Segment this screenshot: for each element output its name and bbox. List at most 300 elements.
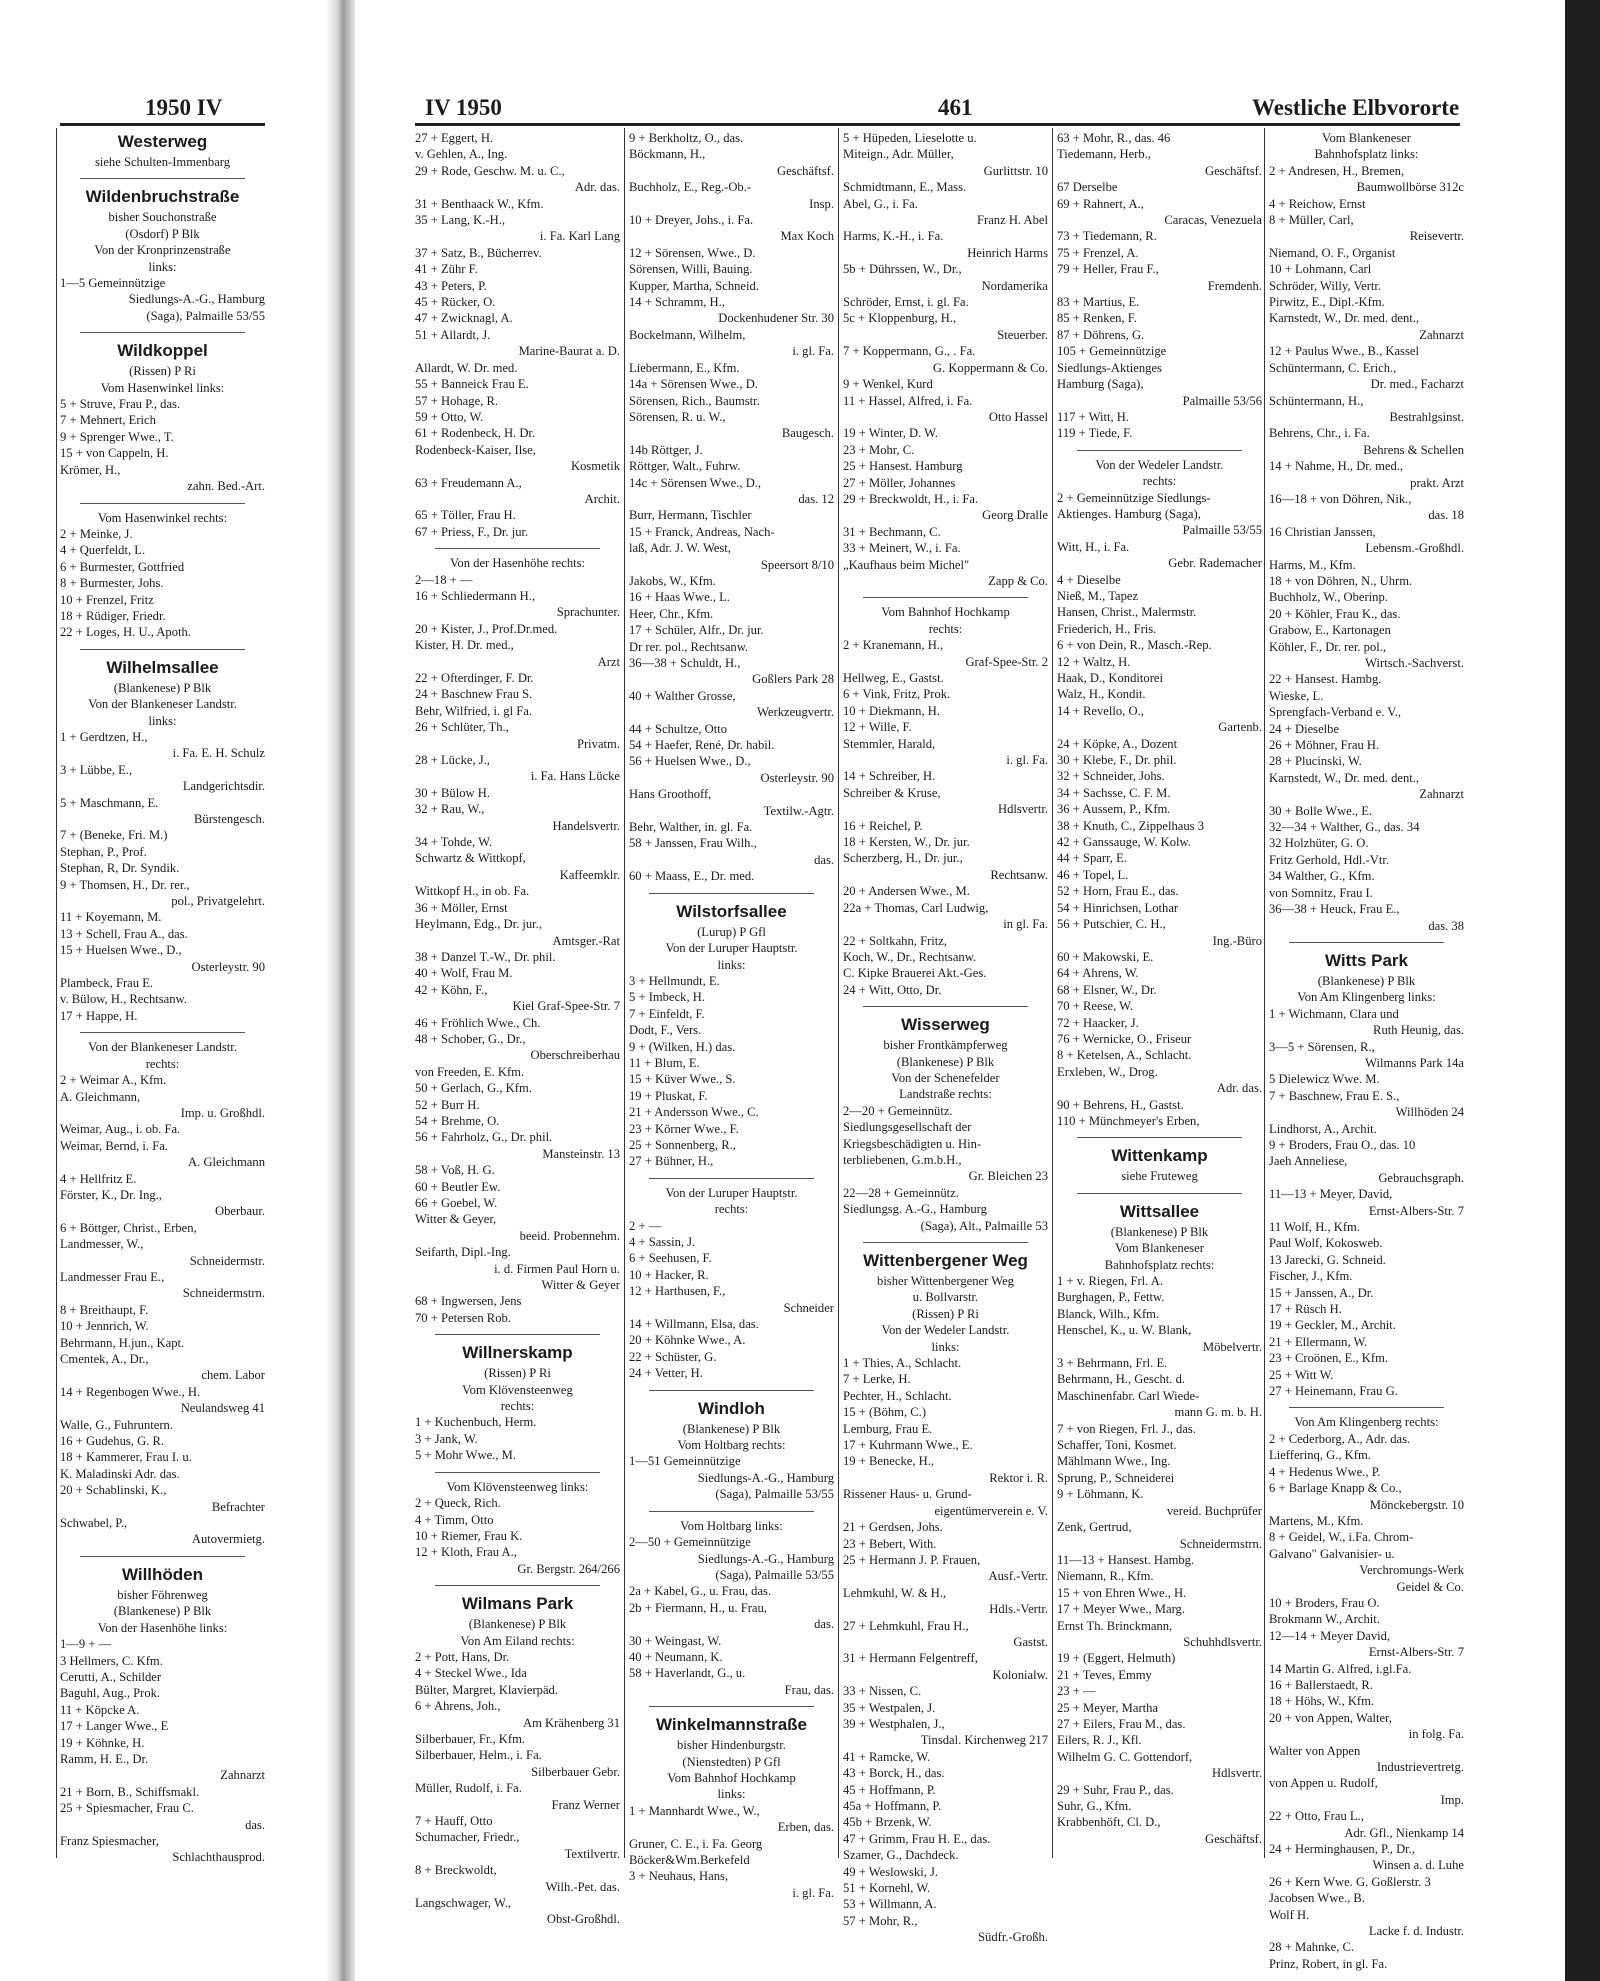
directory-entry: Schneidermstrn. [1179, 1536, 1262, 1551]
directory-entry: Gr. Bleichen 23 [968, 1169, 1048, 1184]
directory-entry: 13 + Schell, Frau A., das. [60, 926, 188, 941]
directory-entry: Zenk, Gertrud, [1057, 1520, 1132, 1535]
directory-entry: Wirtsch.-Sachverst. [1365, 656, 1464, 670]
directory-entry: 3 + Lübbe, E., [60, 762, 133, 777]
directory-entry: 15 + Franck, Andreas, Nach- [629, 524, 775, 539]
directory-entry: 25 + Sonnenberg, R., [629, 1137, 736, 1152]
directory-entry: 11—13 + Hansest. Hambg. [1057, 1552, 1195, 1567]
directory-entry: 58 + Janssen, Frau Wilh., [629, 836, 757, 851]
directory-entry: links: [931, 1339, 960, 1354]
directory-entry: 41 + Zühr F. [415, 262, 478, 277]
directory-entry: 50 + Gerlach, G., Kfm. [415, 1081, 532, 1096]
directory-entry: 2 + Cederborg, A., Adr. das. [1269, 1431, 1411, 1446]
directory-entry: Behrmann, H., Gescht. d. [1057, 1372, 1186, 1387]
directory-entry: 17 + Schüler, Alfr., Dr. jur. [629, 623, 764, 638]
directory-entry: 11—13 + Meyer, David, [1269, 1187, 1393, 1202]
directory-entry: Zahnarzt [1419, 327, 1464, 342]
directory-entry: Vom Hasenwinkel rechts: [97, 510, 228, 525]
directory-entry: das. 38 [1428, 918, 1464, 933]
directory-entry: Imp. u. Großhdl. [180, 1105, 265, 1120]
directory-entry: 27 + Lehmkuhl, Frau H., [843, 1618, 969, 1633]
section-title: Westliche Elbvororte [1252, 95, 1460, 120]
directory-entry: 19 + Benecke, H., [843, 1454, 935, 1469]
directory-entry: Schüntermann, C. Erich., [1269, 360, 1397, 375]
directory-entry: Erben, das. [777, 1820, 834, 1835]
directory-entry: Von der Wedeler Landstr. [1095, 457, 1224, 472]
directory-entry: Niemann, R., Kfm. [1057, 1569, 1154, 1584]
directory-entry: Schreiber & Kruse, [843, 785, 941, 800]
directory-entry: Behrens & Schellen [1363, 442, 1464, 457]
directory-entry: 43 + Peters, P. [415, 278, 487, 293]
left-header-rule [60, 123, 265, 126]
directory-entry: 2 + Meinke, J. [60, 526, 133, 541]
directory-entry: 2b + Fiermann, H., u. Frau, [629, 1600, 767, 1615]
directory-entry: Krömer, H., [60, 462, 121, 477]
directory-entry: 36 + Möller, Ernst [415, 900, 508, 915]
directory-entry: Franz Werner [551, 1797, 620, 1812]
directory-entry: 2 + — [629, 1218, 662, 1233]
directory-entry: 56 + Putschier, C. H., [1057, 917, 1166, 932]
directory-entry: 11 Wolf, H., Kfm. [1269, 1220, 1360, 1234]
directory-entry: 68 + Elsner, W., Dr. [1057, 982, 1157, 997]
directory-entry: (Blankenese) P Blk [468, 1617, 567, 1632]
directory-entry: (Saga), Palmaille 53/55 [146, 308, 265, 323]
directory-entry: Mählmann Wwe., Ing. [1057, 1454, 1171, 1469]
directory-entry: 21 + Born, B., Schiffsmakl. [60, 1784, 200, 1799]
section-divider [435, 1464, 600, 1473]
directory-entry: 27 + Eilers, Frau M., das. [1057, 1716, 1186, 1731]
directory-entry: Zapp & Co. [988, 573, 1048, 588]
directory-entry: 18 + von Döhren, N., Uhrm. [1269, 573, 1413, 588]
directory-entry: Kolonialw. [992, 1667, 1048, 1682]
directory-entry: 22 + Otto, Frau L., [1269, 1809, 1364, 1824]
directory-entry: Geschäftsf. [1205, 1831, 1262, 1846]
directory-entry: A. Gleichmann [188, 1155, 265, 1170]
directory-entry: 22—28 + Gemeinnütz. [843, 1185, 959, 1200]
street-heading: Wilmans Park [461, 1594, 574, 1614]
directory-entry: 22 + Soltkahn, Fritz, [843, 933, 948, 948]
directory-entry: 22 + Hansest. Hambg. [1269, 672, 1382, 687]
directory-entry: Wieske, L. [1269, 688, 1324, 703]
directory-entry: beeid. Probennehm. [519, 1228, 620, 1243]
section-divider [80, 1024, 245, 1033]
directory-entry: Rissener Haus- u. Grund- [843, 1487, 972, 1502]
directory-entry: 16 + Reichel, P. [843, 818, 923, 833]
directory-entry: 19 + Winter, D. W. [843, 426, 939, 441]
directory-entry: 25 + Meyer, Martha [1057, 1700, 1159, 1715]
directory-entry: Burghagen, P., Fettw. [1057, 1290, 1165, 1305]
directory-entry: Geschäftsf. [1205, 163, 1262, 178]
directory-entry: 31 + Benthaack W., Kfm. [415, 196, 544, 211]
directory-entry: 10 + Broders, Frau O. [1269, 1595, 1380, 1610]
directory-entry: 12 + Paulus Wwe., B., Kassel [1269, 344, 1419, 359]
directory-entry: 64 + Ahrens, W. [1057, 966, 1139, 981]
directory-entry: 2 + Gemeinnützige Siedlungs- [1057, 490, 1211, 505]
directory-entry: 7 + von Riegen, Frl. J., das. [1057, 1421, 1196, 1436]
directory-entry: 10 + Dreyer, Johs., i. Fa. [629, 213, 754, 228]
directory-entry: Geidel & Co. [1396, 1579, 1464, 1594]
directory-entry: 16 Christian Janssen, [1269, 524, 1376, 539]
directory-entry: 14 + Regenbogen Wwe., H. [60, 1384, 201, 1399]
directory-entry: 57 + Hohage, R. [415, 393, 499, 408]
directory-entry: 60 + Maass, E., Dr. med. [629, 869, 755, 884]
directory-entry: 24 + Herminghausen, P., Dr., [1269, 1842, 1415, 1857]
directory-entry: Geschäftsf. [777, 163, 834, 178]
directory-entry: Osterleystr. 90 [191, 959, 265, 974]
directory-entry: 6 + Vink, Fritz, Prok. [843, 687, 951, 702]
directory-entry: Kister, H. Dr. med., [415, 638, 514, 653]
directory-entry: 11 + Köpcke A. [60, 1702, 140, 1717]
directory-entry: 65 + Töller, Frau H. [415, 508, 516, 523]
directory-entry: 15 + Janssen, A., Dr. [1269, 1285, 1374, 1300]
directory-entry: Ernst Th. Brinckmann, [1057, 1618, 1173, 1633]
directory-entry: 16—18 + von Döhren, Nik., [1269, 491, 1412, 506]
directory-entry: Harms, M., Kfm. [1269, 557, 1356, 572]
section-divider [649, 1382, 814, 1391]
directory-entry: 12 + Sörensen, Wwe., D. [629, 245, 756, 260]
directory-entry: 18 + Rüdiger, Friedr. [60, 608, 166, 623]
directory-entry: Baugesch. [781, 426, 834, 441]
directory-entry: 24 + Vetter, H. [629, 1366, 703, 1381]
directory-entry: Tinsdal. Kirchenweg 217 [920, 1733, 1048, 1748]
directory-entry: Sörensen, Willi, Bauing. [629, 262, 753, 277]
directory-entry: Südfr.-Großh. [978, 1930, 1048, 1945]
directory-entry: bisher Wittenbergener Weg [877, 1274, 1014, 1288]
directory-entry: Autovermietg. [191, 1532, 265, 1547]
directory-entry: 53 + Willmann, A. [843, 1897, 937, 1912]
directory-entry: 35 + Lang, K.-H., [415, 213, 505, 228]
directory-entry: i. gl. Fa. [792, 1885, 834, 1900]
directory-entry: Siedlungsg. A.-G., Hamburg [843, 1202, 987, 1217]
directory-entry: 7 + Einfeldt, F. [629, 1006, 705, 1021]
directory-entry: Kiel Graf-Spee-Str. 7 [512, 999, 620, 1014]
directory-entry: Von der Hasenhöhe links: [97, 1620, 228, 1635]
directory-entry: 54 + Haefer, René, Dr. habil. [629, 738, 775, 753]
directory-entry: Möbelvertr. [1202, 1339, 1262, 1354]
directory-entry: 12—14 + Meyer David, [1269, 1628, 1391, 1643]
directory-entry: Palmaille 53/56 [1182, 393, 1262, 408]
directory-entry: 19 + Köhnke, H. [60, 1735, 145, 1750]
directory-entry: Franz H. Abel [977, 213, 1048, 228]
directory-entry: 28 + Mahnke, C. [1269, 1940, 1355, 1955]
directory-entry: 105 + Gemeinnützige [1057, 344, 1167, 359]
directory-entry: 67 Derselbe [1057, 180, 1118, 195]
left-page-column [60, 130, 265, 1866]
directory-entry: 23 + Croönen, E., Kfm. [1269, 1351, 1389, 1366]
directory-entry: 119 + Tiede, F. [1057, 426, 1133, 441]
directory-entry: 6 + Barlage Knapp & Co., [1269, 1481, 1402, 1496]
directory-entry: Burr, Hermann, Tischler [629, 508, 752, 523]
directory-entry: Vom Klövensteenweg links: [446, 1479, 589, 1494]
directory-entry: Harms, K.-H., i. Fa. [843, 229, 944, 244]
directory-entry: 4 + Hellfritz E. [60, 1171, 137, 1186]
directory-entry: Kosmetik [571, 459, 620, 474]
directory-entry: 30 + Weingast, W. [629, 1633, 722, 1648]
directory-entry: links: [717, 1787, 746, 1802]
directory-entry: 69 + Rahnert, A., [1057, 196, 1144, 211]
directory-entry: 2 + Pott, Hans, Dr. [415, 1649, 510, 1664]
directory-entry: Silberbauer, Helm., i. Fa. [415, 1748, 542, 1763]
directory-entry: Hdlsvertr. [1211, 1766, 1262, 1781]
directory-entry: 12 + Harthusen, F., [629, 1284, 726, 1299]
directory-entry: 40 + Walther Grosse, [629, 688, 736, 703]
directory-entry: Landstraße rechts: [899, 1087, 992, 1102]
directory-entry: das. [814, 1617, 834, 1632]
directory-entry: Schwabel, P., [60, 1516, 128, 1531]
directory-entry: Silberbauer, Fr., Kfm. [415, 1731, 526, 1746]
directory-entry: 45b + Brzenk, W. [843, 1815, 932, 1830]
directory-entry: 75 + Frenzel, A. [1057, 245, 1139, 260]
directory-entry: Allardt, W. Dr. med. [415, 360, 518, 375]
column-rule-2 [838, 128, 839, 1858]
directory-entry: 6 + von Dein, R., Masch.-Rep. [1057, 638, 1212, 653]
section-divider [649, 1170, 814, 1179]
directory-entry: Heer, Chr., Kfm. [629, 606, 714, 621]
directory-entry: Textilvertr. [564, 1846, 620, 1861]
directory-entry: das. [814, 852, 834, 867]
section-divider [80, 170, 245, 179]
directory-entry: 83 + Martius, E. [1057, 295, 1140, 310]
directory-entry: Handelsvertr. [552, 818, 620, 833]
directory-entry: Aktienges. Hamburg (Saga), [1057, 506, 1201, 521]
directory-entry: 32 + Schneider, Johs. [1057, 769, 1165, 784]
directory-entry: Hdlsvertr. [997, 802, 1048, 817]
directory-entry: Franz Spiesmacher, [60, 1833, 159, 1848]
directory-entry: 12 + Kloth, Frau A., [415, 1545, 517, 1560]
directory-entry: 14 + Willmann, Elsa, das. [629, 1317, 759, 1332]
directory-entry: Ausf.-Vertr. [988, 1569, 1048, 1584]
directory-entry: 14 Martin G. Alfred, i.gl.Fa. [1269, 1661, 1412, 1676]
directory-entry: Vom Bahnhof Hochkamp [881, 605, 1010, 620]
directory-entry: Graf-Spee-Str. 2 [965, 654, 1048, 669]
directory-entry: 1 + v. Riegen, Frl. A. [1057, 1274, 1163, 1288]
directory-entry: 44 + Sparr, E. [1057, 851, 1127, 866]
directory-entry: 11 + Hassel, Alfred, i. Fa. [843, 393, 973, 408]
directory-entry: 20 + Köhnke Wwe., A. [629, 1333, 746, 1348]
directory-entry: 35 + Westpalen, J. [843, 1700, 936, 1715]
directory-entry: Brokmann W., Archit. [1269, 1612, 1380, 1627]
directory-entry: Vom Bahnhof Hochkamp [667, 1770, 796, 1785]
directory-entry: Schumacher, Friedr., [415, 1830, 520, 1845]
directory-entry: 58 + Voß, H. G. [415, 1163, 495, 1178]
directory-entry: Gastst. [1013, 1634, 1048, 1649]
directory-entry: 20 + Schablinski, K., [60, 1483, 167, 1498]
directory-entry: Miteign., Adr. Müller, [843, 147, 954, 162]
directory-entry: Karnstedt, W., Dr. med. dent., [1269, 311, 1420, 326]
directory-entry: Sprachunter. [556, 605, 620, 620]
directory-entry: Behr, Walther, in. gl. Fa. [629, 820, 753, 835]
section-divider [435, 1577, 600, 1586]
directory-entry: Vom Holtbarg rechts: [677, 1438, 786, 1453]
directory-entry: Mönckebergstr. 10 [1369, 1497, 1464, 1512]
directory-entry: Weimar, Bernd, i. Fa. [60, 1138, 168, 1153]
directory-entry: bisher Hindenburgstr. [677, 1738, 786, 1753]
directory-entry: Rektor i. R. [989, 1470, 1048, 1485]
directory-entry: Suhr, G., Kfm. [1057, 1799, 1132, 1813]
directory-entry: 34 + Sachsse, C. F. M. [1057, 785, 1171, 800]
directory-entry: Buchholz, E., Reg.-Ob.- [629, 180, 752, 195]
directory-entry: 11 + Koyemann, M. [60, 910, 162, 925]
directory-entry: i. Fa. Karl Lang [539, 229, 620, 244]
directory-entry: Ing.-Büro [1212, 933, 1262, 948]
section-divider [1289, 1399, 1444, 1408]
directory-entry: Von der Hasenhöhe rechts: [449, 556, 586, 571]
left-page-header: 1950 IV [145, 95, 223, 120]
directory-entry: 26 + Kern Wwe. G. Goßlerstr. 3 [1269, 1874, 1431, 1889]
directory-entry: links: [148, 713, 177, 728]
directory-entry: (Rissen) P Ri [484, 1366, 551, 1381]
directory-entry: Böckmann, H., [629, 147, 706, 162]
directory-entry: Ernst-Albers-Str. 7 [1368, 1203, 1464, 1218]
directory-entry: Am Krähenberg 31 [523, 1715, 620, 1730]
directory-entry: Abel, G., i. Fa. [843, 196, 918, 211]
directory-entry: 16 + Haas Wwe., L. [629, 590, 730, 605]
directory-entry: Hans Groothoff, [629, 787, 712, 802]
directory-entry: (Blankenese) P Blk [682, 1421, 781, 1436]
directory-entry: Paul Wolf, Kokosweb. [1269, 1236, 1383, 1251]
directory-entry: Cerutti, A., Schilder [60, 1669, 162, 1684]
directory-entry: 59 + Otto, W. [415, 409, 484, 424]
section-divider [1077, 1185, 1242, 1194]
directory-entry: Vom Hasenwinkel links: [100, 380, 225, 395]
directory-entry: das. 12 [798, 491, 834, 506]
section-divider [1289, 934, 1444, 943]
directory-entry: 42 + Köhn, F., [415, 982, 488, 997]
directory-entry: 10 + Lohmann, Carl [1269, 262, 1372, 277]
directory-entry: Cmentek, A., Dr., [60, 1352, 149, 1366]
directory-entry: Schneidermstrn. [182, 1286, 265, 1301]
directory-entry: 11 + Blum, E. [629, 1055, 700, 1070]
directory-entry: Adr. das. [574, 180, 620, 195]
directory-entry: Liefferinq, G., Kfm. [1269, 1448, 1371, 1463]
directory-entry: 21 + Andersson Wwe., C. [629, 1105, 759, 1120]
directory-entry: Koch, W., Dr., Rechtsanw. [843, 949, 977, 964]
directory-entry: Vom Blankeneser [1115, 1241, 1204, 1256]
directory-entry: Schneider [783, 1300, 834, 1315]
directory-entry: Von Am Klingenberg links: [1297, 990, 1436, 1005]
directory-entry: 4 + Timm, Otto [415, 1512, 494, 1527]
directory-entry: 36 + Aussem, P., Kfm. [1057, 802, 1171, 817]
directory-entry: 54 + Hinrichsen, Lothar [1057, 900, 1179, 915]
directory-entry: 15 + von Ehren Wwe., H. [1057, 1585, 1187, 1600]
section-divider [80, 495, 245, 504]
directory-entry: Friederich, H., Fris. [1057, 621, 1157, 636]
directory-entry: 14c + Sörensen Wwe., D., [629, 475, 762, 490]
directory-entry: von Appen u. Rudolf, [1269, 1776, 1378, 1791]
directory-entry: 24 + Witt, Otto, Dr. [843, 982, 942, 997]
directory-entry: Von der Kronprinzenstraße [94, 243, 231, 258]
directory-entry: Schüntermann, H., [1269, 393, 1364, 408]
directory-entry: 31 + Bechmann, C. [843, 524, 941, 539]
directory-entry: 36—38 + Schuldt, H., [629, 656, 741, 670]
directory-entry: (Rissen) P Ri [129, 364, 196, 379]
directory-entry: Vom Holtbarg links: [680, 1518, 783, 1533]
directory-entry: Archit. [584, 491, 620, 506]
directory-entry: 8 + Ketelsen, A., Schlacht. [1057, 1048, 1192, 1063]
directory-entry: (Saga), Palmaille 53/55 [715, 1567, 834, 1582]
directory-entry: 30 + Klebe, F., Dr. phil. [1057, 753, 1177, 768]
street-heading: Wilhelmsallee [106, 657, 219, 677]
directory-entry: (Blankenese) P Blk [896, 1054, 995, 1069]
page-volume-year: IV 1950 [425, 95, 502, 120]
directory-entry: u. Bollvarstr. [912, 1290, 979, 1305]
directory-entry: 13 Jarecki, G. Schneid. [1269, 1252, 1386, 1267]
directory-entry: Arzt [597, 654, 620, 669]
directory-entry: 39 + Westphalen, J., [843, 1716, 945, 1731]
column-rule-1 [624, 128, 625, 1858]
directory-entry: 2 + Andresen, H., Bremen, [1269, 163, 1405, 178]
directory-entry: Silberbauer Gebr. [531, 1764, 620, 1779]
directory-entry: Reisevertr. [1409, 229, 1464, 244]
directory-entry: mann G. m. b. H. [1174, 1405, 1262, 1420]
column-1 [415, 130, 620, 1928]
directory-entry: Gebr. Rademacher [1168, 556, 1262, 571]
directory-entry: 5 + Mohr Wwe., M. [415, 1448, 516, 1463]
directory-entry: Palmaille 53/55 [1182, 523, 1262, 538]
directory-entry: 9 + Berkholtz, O., das. [629, 131, 744, 145]
directory-entry: Grabow, E., Kartonagen [1269, 623, 1391, 638]
directory-entry: i. gl. Fa. [1006, 753, 1048, 768]
directory-entry: Sprung, P., Schneiderei [1057, 1470, 1175, 1485]
directory-entry: 58 + Haverlandt, G., u. [629, 1666, 746, 1681]
directory-entry: „Kaufhaus beim Michel" [843, 557, 970, 572]
directory-entry: 28 + Lücke, J., [415, 753, 490, 768]
directory-entry: Schneidermstr. [189, 1253, 265, 1268]
directory-entry: Privatm. [576, 736, 620, 751]
directory-entry: pol., Privatgelehrt. [171, 894, 265, 909]
directory-entry: 26 + Möhner, Frau H. [1269, 738, 1380, 753]
section-divider [1077, 442, 1242, 451]
directory-entry: 19 + Geckler, M., Archit. [1269, 1318, 1396, 1333]
directory-entry: 2a + Kabel, G., u. Frau, das. [629, 1584, 772, 1599]
directory-entry: 1 + Kuchenbuch, Herm. [415, 1415, 537, 1430]
directory-entry: 22 + Schüster, G. [629, 1349, 717, 1364]
directory-entry: 70 + Reese, W. [1057, 999, 1134, 1014]
directory-entry: Frau, das. [784, 1682, 834, 1697]
section-divider [80, 1548, 245, 1557]
directory-entry: von Somnitz, Frau I. [1269, 885, 1373, 900]
directory-entry: Von der Blankeneser Landstr. [88, 697, 237, 712]
directory-entry: 25 + Witt W. [1269, 1367, 1334, 1382]
directory-entry: 20 + Köhler, Frau K., das. [1269, 606, 1401, 621]
directory-entry: 27 + Bühner, H., [629, 1154, 714, 1169]
directory-entry: 49 + Weslowski, J. [843, 1864, 939, 1879]
directory-entry: 43 + Borck, H., das. [843, 1766, 945, 1781]
directory-entry: 55 + Banneick Frau E. [415, 377, 529, 392]
street-heading: Winkelmannstraße [656, 1715, 807, 1735]
directory-entry: Niemand, O. F., Organist [1269, 245, 1396, 260]
directory-entry: eigentümerverein e. V. [934, 1503, 1048, 1518]
directory-entry: Dr. med., Facharzt [1370, 377, 1464, 392]
directory-entry: 4 + Querfeldt, L. [60, 543, 146, 558]
directory-entry: 23 + Bebert, With. [843, 1536, 937, 1551]
directory-entry: Lemburg, Frau E. [843, 1421, 933, 1436]
directory-entry: G. Koppermann & Co. [932, 360, 1048, 375]
directory-entry: Vom Klövensteenweg [462, 1382, 573, 1397]
directory-entry: 9 + Sprenger Wwe., T. [60, 429, 174, 444]
directory-entry: Werkzeugvertr. [757, 705, 834, 720]
directory-entry: 27 + Möller, Johannes [843, 475, 956, 490]
column-rule-4 [1264, 128, 1265, 1858]
street-heading: Windloh [698, 1398, 765, 1418]
directory-entry: 14b Röttger, J. [629, 442, 703, 457]
directory-entry: 3 + Jank, W. [415, 1431, 478, 1446]
directory-entry: Szamer, G., Dachdeck. [843, 1848, 959, 1863]
directory-entry: Jaeh Anneliese, [1269, 1154, 1348, 1169]
directory-entry: 5 Dielewicz Wwe. M. [1269, 1072, 1380, 1087]
directory-entry: 79 + Heller, Frau F., [1057, 262, 1159, 277]
directory-entry: Kupper, Martha, Schneid. [629, 278, 759, 293]
